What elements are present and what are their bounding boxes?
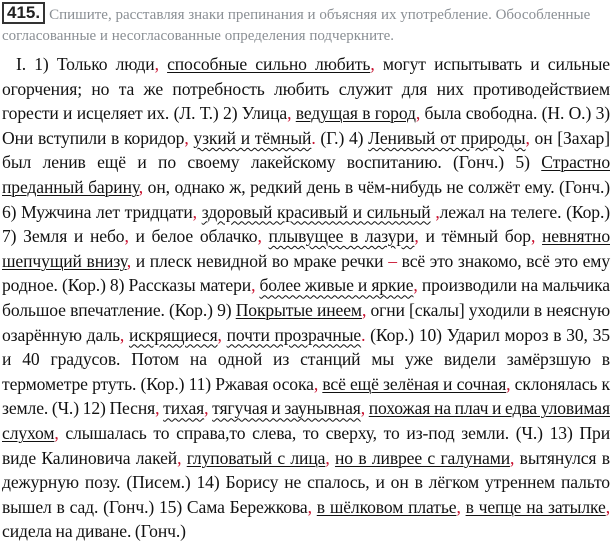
text-segment: была свободна. (Н. О.) 3) Они вступили в коридор xyxy=(2,103,610,148)
added-comma: , xyxy=(456,496,461,517)
underlined-definition: плывущее в лазури xyxy=(268,226,415,247)
added-period: . xyxy=(361,324,366,345)
exercise-text xyxy=(2,52,610,544)
underlined-definition: более живые и яркие xyxy=(259,275,414,296)
underlined-definition: ведущая в город xyxy=(295,103,416,124)
underlined-definition: искрящиеся xyxy=(128,324,218,345)
added-comma: , xyxy=(124,226,129,247)
underlined-definition: почти прозрачные xyxy=(226,324,362,345)
underlined-definition: в чепце на затылке xyxy=(465,496,606,517)
text-segment: вытянулся в дежурную позу. (Писем.) 14) Борису не спалось, и он в лёгком утреннем пальто вышел в сад. (Гонч.) 15) Сама Бережкова xyxy=(2,447,610,517)
text-segment: и плеск невидной во мраке речки xyxy=(135,250,384,271)
added-comma: , xyxy=(204,398,209,419)
added-comma: , xyxy=(126,250,131,271)
text-segment: огни [скалы] уходили в неясную озарённую даль xyxy=(2,299,610,345)
added-comma: , xyxy=(361,299,367,320)
added-comma: , xyxy=(605,496,611,517)
added-period: . xyxy=(311,127,316,148)
text-segment: (Г.) 4) xyxy=(320,127,364,148)
text-segment: I. 1) Только люди xyxy=(16,54,155,74)
added-comma: , xyxy=(370,54,375,74)
underlined-definition: тягучая и заунывная xyxy=(212,398,361,419)
added-comma: , xyxy=(360,398,366,419)
added-comma: , xyxy=(192,201,197,222)
text-segment: и белое облачко xyxy=(135,226,258,247)
text-segment: могут испытывать и сильные огорчения; но та же потребность любить служит для них противодействием горести и исцеляет их. (Л. Т.) 2) Улица xyxy=(2,54,610,124)
underlined-definition: Ленивый от природы xyxy=(368,127,526,148)
underlined-definition: тихая xyxy=(163,398,205,419)
underlined-definition: похожая на плач и едва уловимая слухом xyxy=(2,398,610,443)
underlined-definition: здоровый красивый и сильный xyxy=(201,201,431,222)
added-comma: , xyxy=(184,127,189,148)
added-comma: , xyxy=(257,226,262,247)
added-comma: , xyxy=(119,324,125,345)
added-comma: , xyxy=(307,496,312,517)
added-comma: , xyxy=(313,373,319,394)
exercise-instruction: Спишите, расставляя знаки препинания и объясняя их употребление. Обособленные согласованные и несогласованные определения подчеркните. xyxy=(2,7,591,44)
added-comma: , xyxy=(217,324,222,345)
added-comma: , xyxy=(287,103,292,124)
underlined-definition: глуповатый с лица xyxy=(186,447,326,468)
underlined-definition: невнятно шепчущий внизу xyxy=(2,226,610,271)
added-comma: , xyxy=(413,275,418,296)
underlined-definition: Покрытые инеем xyxy=(235,299,362,320)
added-comma: , xyxy=(54,422,59,443)
text-segment: сидела на диване. (Гонч.) xyxy=(2,521,186,542)
added-dash: – xyxy=(388,250,397,271)
added-comma: , xyxy=(506,373,511,394)
text-segment: он [Захар] был ленив ещё и по своему лакейскому воспитанию. (Гонч.) 5) xyxy=(2,127,610,173)
text-segment: (Кор.) 10) Ударил мороз в 30, 35 и 40 градусов. Потом на одной из станций мы уже видели замёрзшую в термометре ртуть. (Кор.) 11) Ржавая осока xyxy=(2,324,610,394)
text-segment: склонялась к земле. (Ч.) 12) Песня xyxy=(2,373,610,419)
added-comma: , xyxy=(138,176,144,197)
underlined-definition: Страстно преданный барину xyxy=(2,152,610,197)
added-comma: , xyxy=(414,226,419,247)
text-segment: производили на мальчика большое впечатление. (Кор.) 9) xyxy=(2,275,610,320)
added-comma: , xyxy=(530,226,536,247)
added-comma: , xyxy=(155,398,160,419)
added-comma: , xyxy=(325,447,330,468)
underlined-definition: способные сильно любить xyxy=(167,54,371,74)
added-comma: , xyxy=(177,447,182,468)
underlined-definition: всё ещё зелёная и сочная xyxy=(322,373,507,394)
text-segment: лежал на телеге. (Кор.) 7) Земля и небо xyxy=(2,201,610,247)
underlined-definition: узкий и тёмный xyxy=(193,127,312,148)
added-comma: , xyxy=(510,447,515,468)
text-segment: слышалась то справа,то слева, то сверху, то из-под земли. (Ч.) 13) При виде Калиновича лакей xyxy=(2,422,610,468)
exercise-header xyxy=(2,2,610,47)
text-segment: и тёмный бор xyxy=(425,226,531,247)
added-comma: , xyxy=(415,103,421,124)
underlined-definition: в шёлковом платье xyxy=(316,496,457,517)
added-comma: , xyxy=(154,54,159,74)
underlined-definition: но в ливрее с галунами xyxy=(334,447,511,468)
added-comma: , xyxy=(435,201,440,222)
text-segment: он, однако ж, редкий день в чём-нибудь не солжёт ему. (Гонч.) 6) Мужчина лет тридцати xyxy=(2,176,610,222)
exercise-number: 415. xyxy=(2,2,45,24)
added-comma: , xyxy=(525,127,530,148)
text-segment: всё это знакомо, всё это ему родное. (Кор.) 8) Рассказы матери xyxy=(2,250,610,296)
added-comma: , xyxy=(251,275,256,296)
